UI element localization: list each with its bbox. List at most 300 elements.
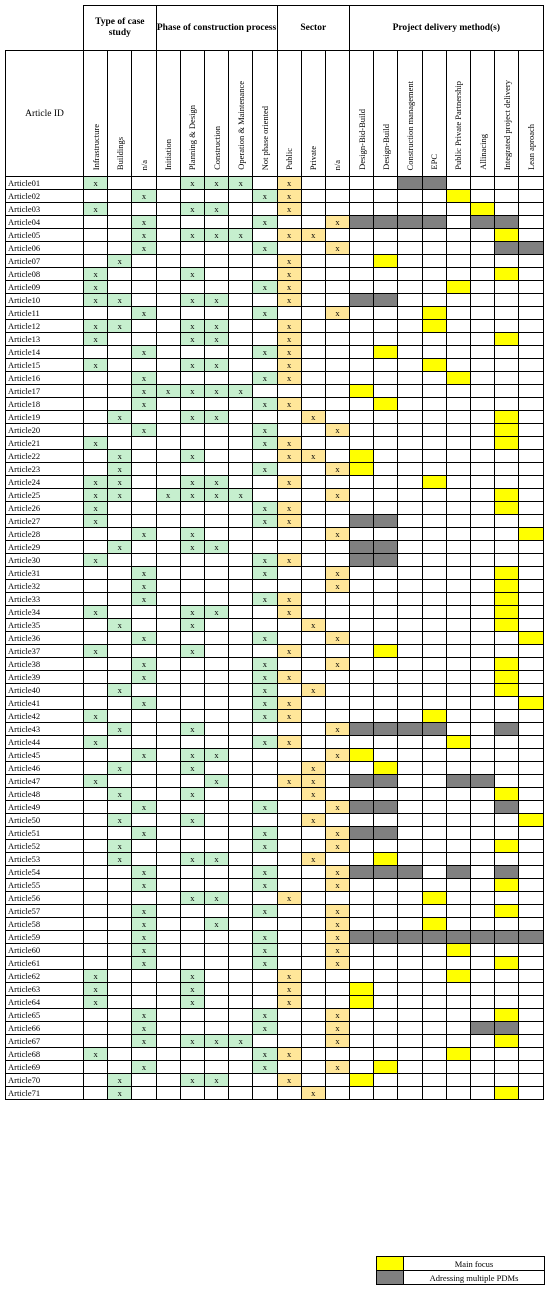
empty-cell	[398, 320, 422, 333]
column-header-label: Lean aproach	[525, 123, 536, 170]
empty-cell	[229, 528, 253, 541]
empty-cell	[398, 307, 422, 320]
empty-cell	[422, 814, 446, 827]
empty-cell	[471, 424, 495, 437]
article-id: Article06	[6, 242, 84, 255]
empty-cell	[108, 892, 132, 905]
pdm-multiple-cell	[495, 242, 519, 255]
empty-cell	[204, 554, 228, 567]
empty-cell	[156, 684, 180, 697]
empty-cell	[471, 749, 495, 762]
empty-cell	[253, 983, 277, 996]
pdm-multiple-cell	[422, 931, 446, 944]
empty-cell	[374, 1087, 398, 1100]
case-mark: x	[84, 775, 108, 788]
case-mark: x	[108, 762, 132, 775]
empty-cell	[374, 840, 398, 853]
article-id: Article17	[6, 385, 84, 398]
table-row	[6, 749, 544, 762]
empty-cell	[277, 632, 301, 645]
empty-cell	[398, 736, 422, 749]
empty-cell	[422, 1009, 446, 1022]
sector-mark: x	[277, 190, 301, 203]
empty-cell	[519, 203, 543, 216]
empty-cell	[84, 814, 108, 827]
empty-cell	[446, 294, 470, 307]
table-row	[6, 814, 544, 827]
empty-cell	[495, 996, 519, 1009]
empty-cell	[374, 918, 398, 931]
empty-cell	[519, 190, 543, 203]
phase-mark: x	[253, 554, 277, 567]
empty-cell	[301, 671, 325, 684]
case-mark: x	[108, 814, 132, 827]
empty-cell	[301, 632, 325, 645]
empty-cell	[374, 450, 398, 463]
empty-cell	[84, 892, 108, 905]
empty-cell	[446, 528, 470, 541]
empty-cell	[374, 892, 398, 905]
phase-mark: x	[253, 515, 277, 528]
empty-cell	[253, 853, 277, 866]
empty-cell	[204, 255, 228, 268]
article-id: Article24	[6, 476, 84, 489]
empty-cell	[108, 268, 132, 281]
pdm-main-focus-cell	[495, 333, 519, 346]
empty-cell	[519, 905, 543, 918]
legend-main-focus-label: Main focus	[404, 1257, 545, 1271]
empty-cell	[398, 970, 422, 983]
empty-cell	[374, 736, 398, 749]
table-row	[6, 359, 544, 372]
empty-cell	[84, 684, 108, 697]
empty-cell	[325, 736, 349, 749]
empty-cell	[229, 996, 253, 1009]
pdm-main-focus-cell	[519, 814, 543, 827]
empty-cell	[422, 346, 446, 359]
sector-mark: x	[277, 1074, 301, 1087]
empty-cell	[180, 281, 204, 294]
pdm-multiple-cell	[374, 554, 398, 567]
table-row	[6, 684, 544, 697]
empty-cell	[132, 320, 156, 333]
empty-cell	[422, 879, 446, 892]
empty-cell	[519, 450, 543, 463]
empty-cell	[350, 957, 374, 970]
article-id: Article52	[6, 840, 84, 853]
empty-cell	[325, 437, 349, 450]
empty-cell	[471, 905, 495, 918]
table-row	[6, 463, 544, 476]
pdm-multiple-cell	[350, 866, 374, 879]
empty-cell	[471, 567, 495, 580]
empty-cell	[84, 762, 108, 775]
empty-cell	[495, 346, 519, 359]
empty-cell	[398, 1009, 422, 1022]
empty-cell	[84, 827, 108, 840]
empty-cell	[374, 671, 398, 684]
empty-cell	[277, 411, 301, 424]
empty-cell	[156, 528, 180, 541]
phase-mark: x	[180, 385, 204, 398]
empty-cell	[253, 489, 277, 502]
empty-cell	[519, 216, 543, 229]
empty-cell	[180, 346, 204, 359]
empty-cell	[471, 450, 495, 463]
empty-cell	[325, 411, 349, 424]
pdm-multiple-cell	[495, 723, 519, 736]
empty-cell	[471, 827, 495, 840]
phase-mark: x	[204, 177, 228, 190]
sector-mark: x	[277, 515, 301, 528]
empty-cell	[204, 190, 228, 203]
case-mark: x	[132, 190, 156, 203]
empty-cell	[229, 879, 253, 892]
empty-cell	[301, 697, 325, 710]
empty-cell	[398, 476, 422, 489]
pdm-main-focus-cell	[495, 593, 519, 606]
case-mark: x	[132, 944, 156, 957]
article-id: Article39	[6, 671, 84, 684]
empty-cell	[325, 814, 349, 827]
empty-cell	[84, 1061, 108, 1074]
group-phase: Phase of construction process	[156, 6, 277, 51]
empty-cell	[204, 866, 228, 879]
empty-cell	[398, 996, 422, 1009]
empty-cell	[471, 1009, 495, 1022]
empty-cell	[398, 1035, 422, 1048]
empty-cell	[84, 424, 108, 437]
empty-cell	[325, 229, 349, 242]
sector-mark: x	[277, 892, 301, 905]
empty-cell	[398, 463, 422, 476]
sector-mark: x	[277, 346, 301, 359]
empty-cell	[471, 229, 495, 242]
empty-cell	[495, 944, 519, 957]
empty-cell	[180, 736, 204, 749]
pdm-main-focus-cell	[519, 528, 543, 541]
empty-cell	[132, 411, 156, 424]
phase-mark: x	[180, 723, 204, 736]
empty-cell	[229, 1048, 253, 1061]
case-mark: x	[84, 476, 108, 489]
empty-cell	[446, 515, 470, 528]
empty-cell	[398, 879, 422, 892]
empty-cell	[156, 177, 180, 190]
empty-cell	[374, 710, 398, 723]
empty-cell	[471, 671, 495, 684]
empty-cell	[495, 476, 519, 489]
article-id: Article08	[6, 268, 84, 281]
sector-mark: x	[325, 463, 349, 476]
empty-cell	[108, 437, 132, 450]
empty-cell	[253, 970, 277, 983]
empty-cell	[156, 1035, 180, 1048]
sector-mark: x	[277, 437, 301, 450]
empty-cell	[84, 1074, 108, 1087]
empty-cell	[471, 554, 495, 567]
empty-cell	[253, 333, 277, 346]
article-id: Article66	[6, 1022, 84, 1035]
empty-cell	[446, 203, 470, 216]
empty-cell	[519, 346, 543, 359]
classification-table	[5, 5, 544, 1100]
empty-cell	[446, 788, 470, 801]
empty-cell	[204, 957, 228, 970]
empty-cell	[156, 749, 180, 762]
empty-cell	[446, 1009, 470, 1022]
pdm-main-focus-cell	[495, 502, 519, 515]
empty-cell	[204, 1048, 228, 1061]
empty-cell	[519, 892, 543, 905]
empty-cell	[108, 879, 132, 892]
empty-cell	[519, 866, 543, 879]
column-header	[84, 51, 108, 177]
empty-cell	[156, 983, 180, 996]
empty-cell	[108, 398, 132, 411]
pdm-main-focus-cell	[495, 411, 519, 424]
phase-mark: x	[253, 632, 277, 645]
sector-mark: x	[325, 580, 349, 593]
empty-cell	[301, 242, 325, 255]
phase-mark: x	[229, 229, 253, 242]
empty-cell	[398, 437, 422, 450]
sector-mark: x	[277, 710, 301, 723]
table-row	[6, 1022, 544, 1035]
pdm-main-focus-cell	[519, 632, 543, 645]
pdm-main-focus-cell	[519, 697, 543, 710]
sector-mark: x	[325, 1061, 349, 1074]
empty-cell	[446, 1035, 470, 1048]
empty-cell	[325, 203, 349, 216]
empty-cell	[132, 476, 156, 489]
pdm-main-focus-cell	[350, 385, 374, 398]
empty-cell	[374, 879, 398, 892]
article-id: Article70	[6, 1074, 84, 1087]
empty-cell	[204, 983, 228, 996]
empty-cell	[108, 905, 132, 918]
phase-mark: x	[180, 892, 204, 905]
empty-cell	[84, 1087, 108, 1100]
article-id: Article43	[6, 723, 84, 736]
empty-cell	[156, 567, 180, 580]
empty-cell	[446, 697, 470, 710]
case-mark: x	[108, 320, 132, 333]
empty-cell	[325, 1048, 349, 1061]
empty-cell	[398, 281, 422, 294]
phase-mark: x	[253, 1009, 277, 1022]
empty-cell	[350, 359, 374, 372]
empty-cell	[204, 827, 228, 840]
column-header-label: Allinacing	[477, 134, 488, 170]
empty-cell	[422, 398, 446, 411]
empty-cell	[374, 658, 398, 671]
case-mark: x	[84, 606, 108, 619]
empty-cell	[350, 333, 374, 346]
empty-cell	[398, 1048, 422, 1061]
empty-cell	[471, 684, 495, 697]
empty-cell	[374, 1074, 398, 1087]
empty-cell	[325, 853, 349, 866]
empty-cell	[253, 775, 277, 788]
empty-cell	[156, 411, 180, 424]
case-mark: x	[132, 749, 156, 762]
empty-cell	[519, 385, 543, 398]
case-mark: x	[132, 658, 156, 671]
empty-cell	[204, 697, 228, 710]
empty-cell	[446, 1074, 470, 1087]
empty-cell	[301, 723, 325, 736]
empty-cell	[84, 697, 108, 710]
empty-cell	[422, 437, 446, 450]
pdm-main-focus-cell	[495, 1009, 519, 1022]
phase-mark: x	[204, 775, 228, 788]
empty-cell	[495, 359, 519, 372]
empty-cell	[471, 697, 495, 710]
case-mark: x	[84, 710, 108, 723]
empty-cell	[446, 983, 470, 996]
empty-cell	[325, 775, 349, 788]
empty-cell	[204, 463, 228, 476]
empty-cell	[471, 346, 495, 359]
empty-cell	[229, 1022, 253, 1035]
empty-cell	[325, 515, 349, 528]
empty-cell	[374, 593, 398, 606]
empty-cell	[422, 762, 446, 775]
column-header-label: Buildings	[114, 136, 125, 170]
empty-cell	[84, 931, 108, 944]
empty-cell	[84, 853, 108, 866]
legend	[376, 1256, 545, 1285]
empty-cell	[374, 372, 398, 385]
empty-cell	[374, 333, 398, 346]
empty-cell	[398, 1074, 422, 1087]
article-id: Article07	[6, 255, 84, 268]
empty-cell	[325, 554, 349, 567]
column-header-label: Infrastructure	[90, 123, 101, 170]
sector-mark: x	[325, 216, 349, 229]
table-row	[6, 645, 544, 658]
phase-mark: x	[229, 385, 253, 398]
empty-cell	[132, 203, 156, 216]
phase-mark: x	[204, 320, 228, 333]
empty-cell	[301, 268, 325, 281]
empty-cell	[229, 541, 253, 554]
pdm-main-focus-cell	[350, 996, 374, 1009]
pdm-main-focus-cell	[471, 203, 495, 216]
table-row	[6, 710, 544, 723]
pdm-main-focus-cell	[495, 580, 519, 593]
phase-mark: x	[204, 541, 228, 554]
empty-cell	[422, 593, 446, 606]
empty-cell	[108, 242, 132, 255]
empty-cell	[495, 749, 519, 762]
column-header	[277, 51, 301, 177]
case-mark: x	[108, 450, 132, 463]
empty-cell	[519, 606, 543, 619]
empty-cell	[180, 840, 204, 853]
empty-cell	[301, 528, 325, 541]
table-row	[6, 1074, 544, 1087]
empty-cell	[156, 892, 180, 905]
empty-cell	[446, 840, 470, 853]
empty-cell	[495, 736, 519, 749]
sector-mark: x	[325, 879, 349, 892]
pdm-main-focus-cell	[495, 879, 519, 892]
phase-mark: x	[253, 216, 277, 229]
column-header	[156, 51, 180, 177]
pdm-multiple-cell	[422, 723, 446, 736]
pdm-multiple-cell	[398, 866, 422, 879]
empty-cell	[422, 424, 446, 437]
empty-cell	[446, 762, 470, 775]
sector-mark: x	[277, 255, 301, 268]
empty-cell	[398, 684, 422, 697]
empty-cell	[422, 749, 446, 762]
empty-cell	[519, 918, 543, 931]
empty-cell	[471, 970, 495, 983]
empty-cell	[229, 437, 253, 450]
empty-cell	[471, 918, 495, 931]
empty-cell	[374, 1048, 398, 1061]
empty-cell	[422, 567, 446, 580]
article-id: Article12	[6, 320, 84, 333]
empty-cell	[277, 853, 301, 866]
empty-cell	[374, 190, 398, 203]
phase-mark: x	[253, 1048, 277, 1061]
pdm-main-focus-cell	[422, 307, 446, 320]
empty-cell	[301, 203, 325, 216]
column-header-label: Initiation	[163, 138, 174, 170]
article-id: Article37	[6, 645, 84, 658]
phase-mark: x	[204, 918, 228, 931]
empty-cell	[301, 216, 325, 229]
article-id: Article41	[6, 697, 84, 710]
pdm-multiple-cell	[471, 775, 495, 788]
empty-cell	[350, 593, 374, 606]
empty-cell	[325, 372, 349, 385]
empty-cell	[350, 918, 374, 931]
empty-cell	[446, 320, 470, 333]
empty-cell	[325, 970, 349, 983]
empty-cell	[471, 502, 495, 515]
empty-cell	[446, 177, 470, 190]
empty-cell	[108, 216, 132, 229]
empty-cell	[180, 437, 204, 450]
empty-cell	[519, 515, 543, 528]
empty-cell	[253, 814, 277, 827]
empty-cell	[471, 1074, 495, 1087]
case-mark: x	[84, 554, 108, 567]
empty-cell	[277, 1009, 301, 1022]
phase-mark: x	[180, 788, 204, 801]
empty-cell	[229, 1061, 253, 1074]
case-mark: x	[84, 996, 108, 1009]
empty-cell	[374, 957, 398, 970]
pdm-multiple-cell	[374, 775, 398, 788]
empty-cell	[350, 307, 374, 320]
empty-cell	[301, 905, 325, 918]
pdm-multiple-cell	[350, 827, 374, 840]
empty-cell	[156, 515, 180, 528]
empty-cell	[446, 710, 470, 723]
article-id: Article14	[6, 346, 84, 359]
empty-cell	[350, 567, 374, 580]
phase-mark: x	[180, 476, 204, 489]
empty-cell	[204, 398, 228, 411]
empty-cell	[422, 515, 446, 528]
pdm-multiple-cell	[519, 242, 543, 255]
